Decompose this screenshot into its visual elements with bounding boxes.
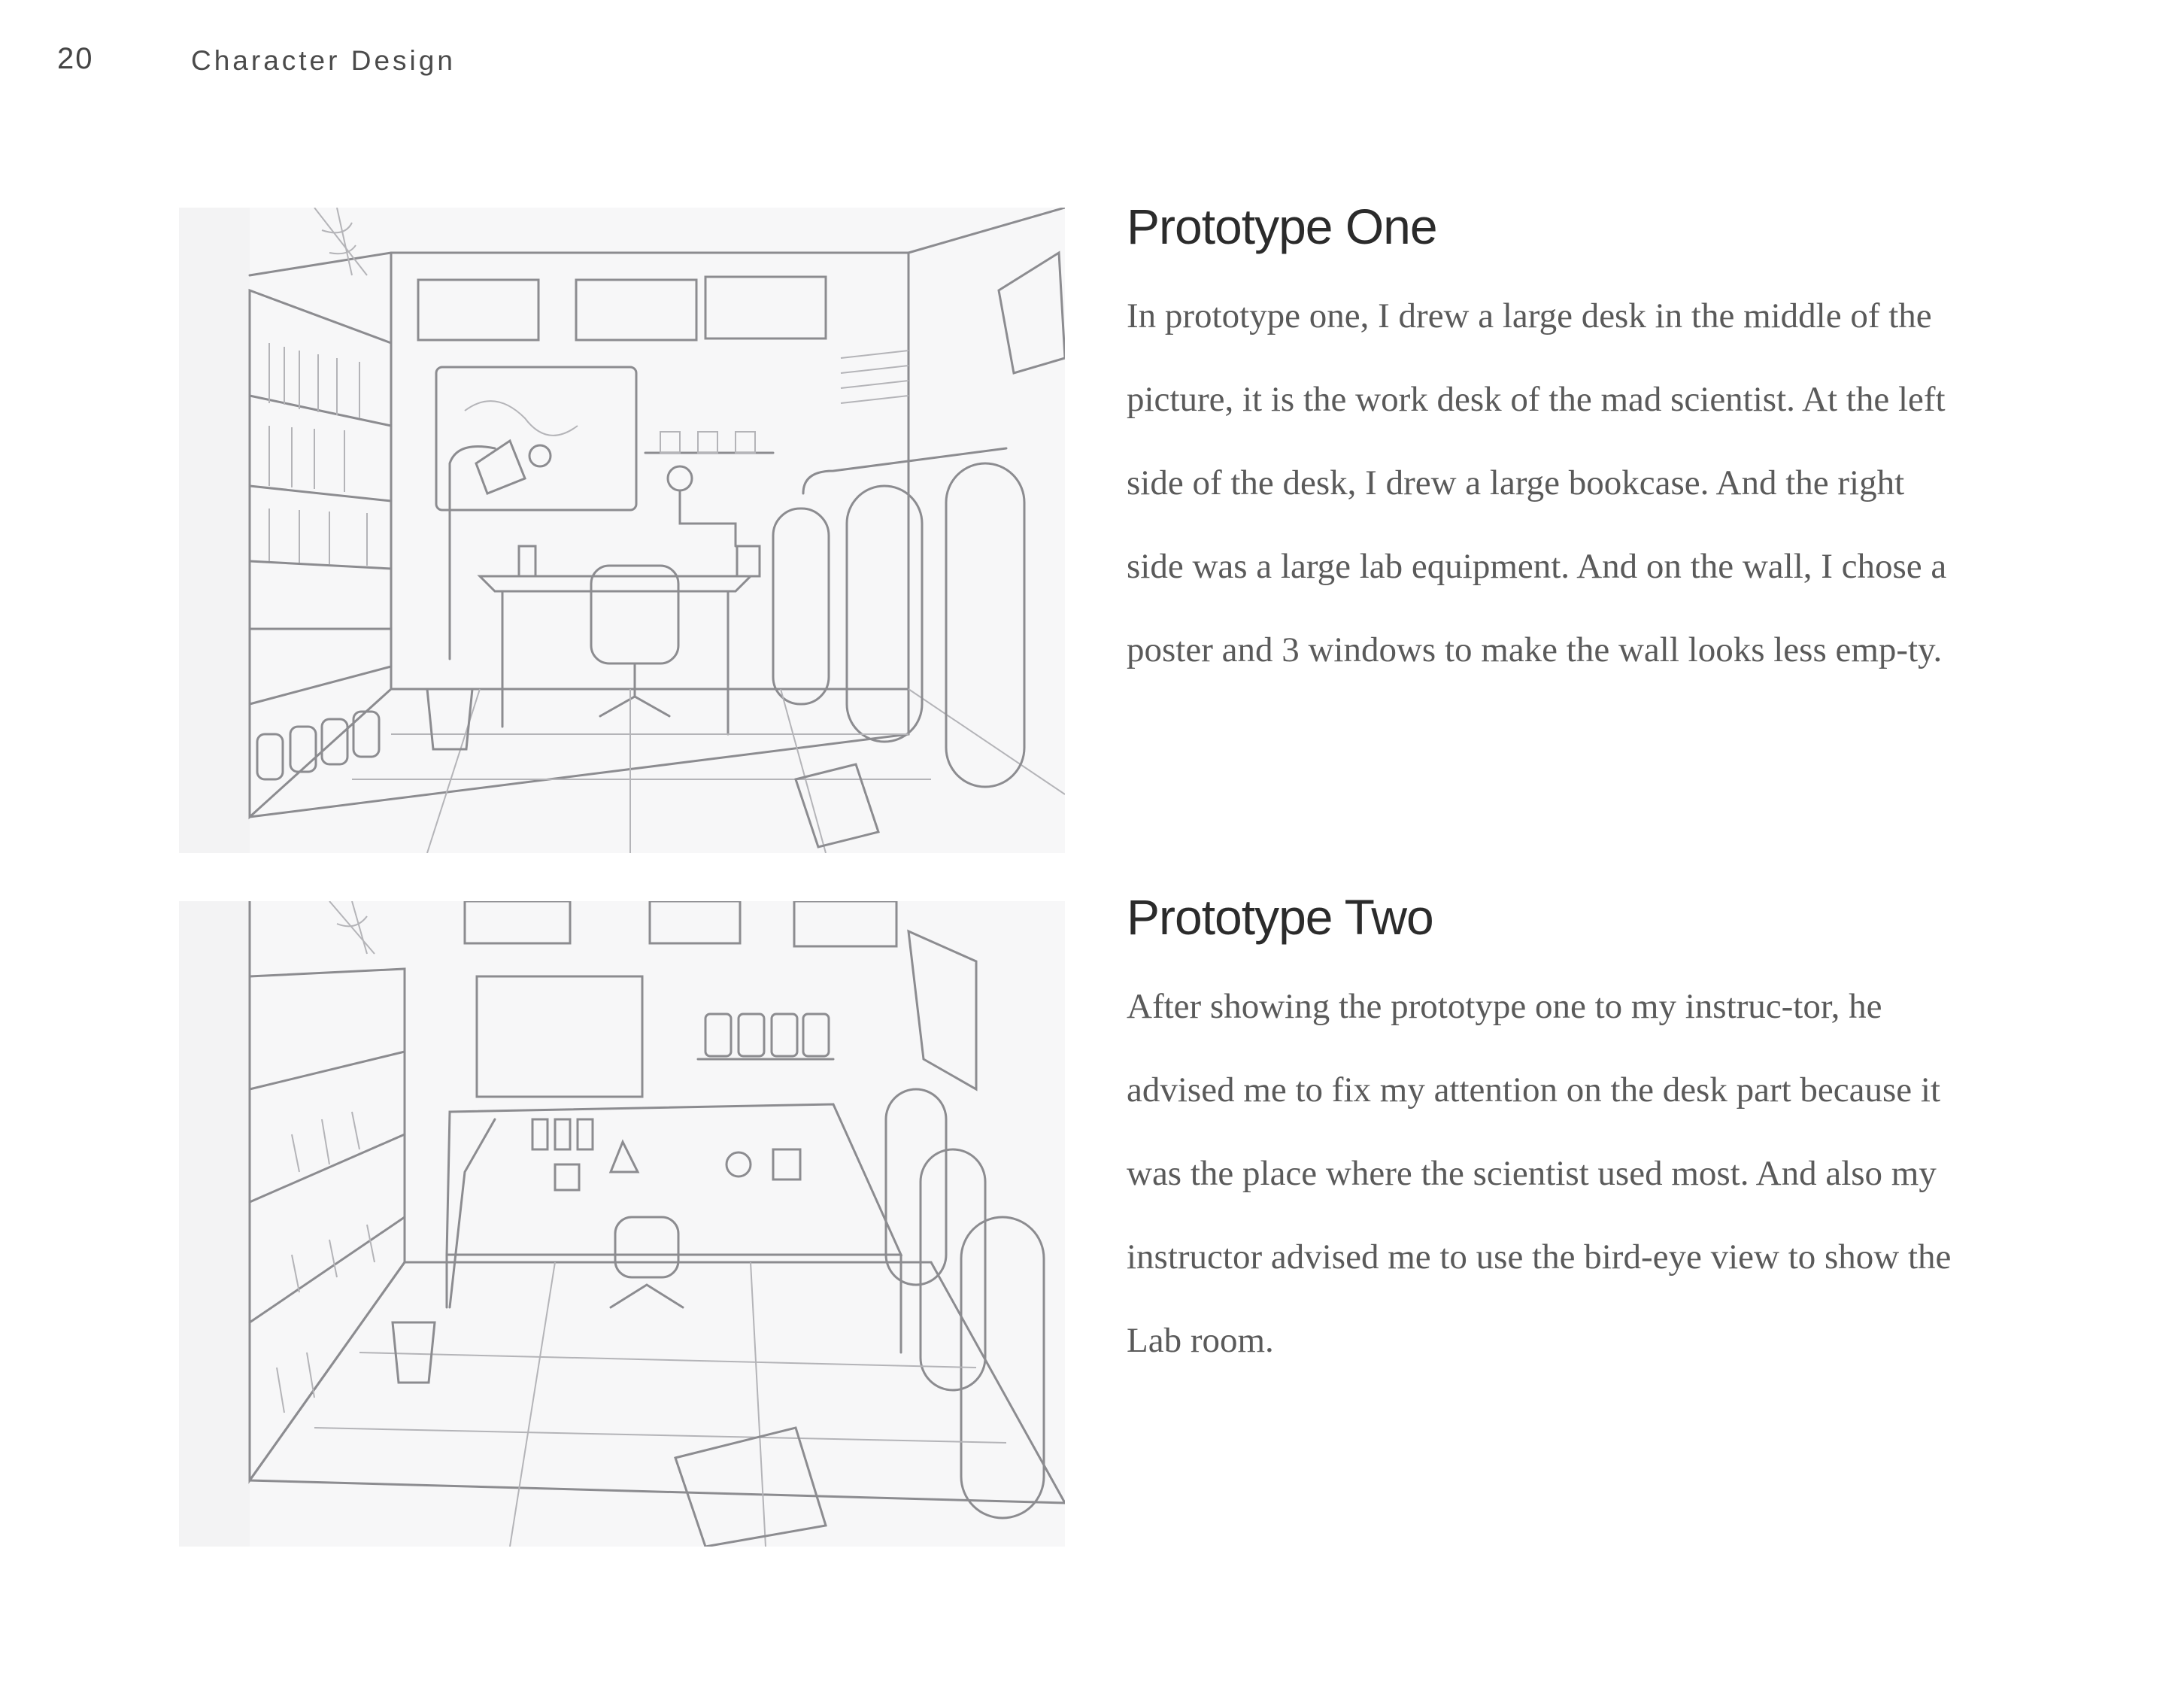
prototype-one-body: In prototype one, I drew a large desk in the middle of the picture, it is the work desk of the mad scientist. At the left side of the desk, I drew a large bookcase. And the right side was a large lab equipment. And on the wall, I chose a poster and 3 windows to make the wall looks less emp-ty. [1127,296,1947,670]
prototype-two-body: After showing the prototype one to my instruc-tor, he advised me to fix my attention on the desk part because it was the place where the scientist used most. And also my instructor advised me to use the bird-eye view to show the Lab room. [1127,987,1952,1361]
prototype-two-section [1127,888,1969,1383]
page-number: 20 [57,42,94,75]
prototype-two-sketch [179,901,1065,1547]
running-header: Character Design [191,45,456,76]
prototype-one-drawing [179,208,1065,853]
prototype-two-title: Prototype Two [1127,889,1433,945]
prototype-two-drawing [179,901,1065,1547]
prototype-one-sketch [179,208,1065,853]
prototype-one-title: Prototype One [1127,199,1437,254]
prototype-one-section [1127,197,1969,692]
